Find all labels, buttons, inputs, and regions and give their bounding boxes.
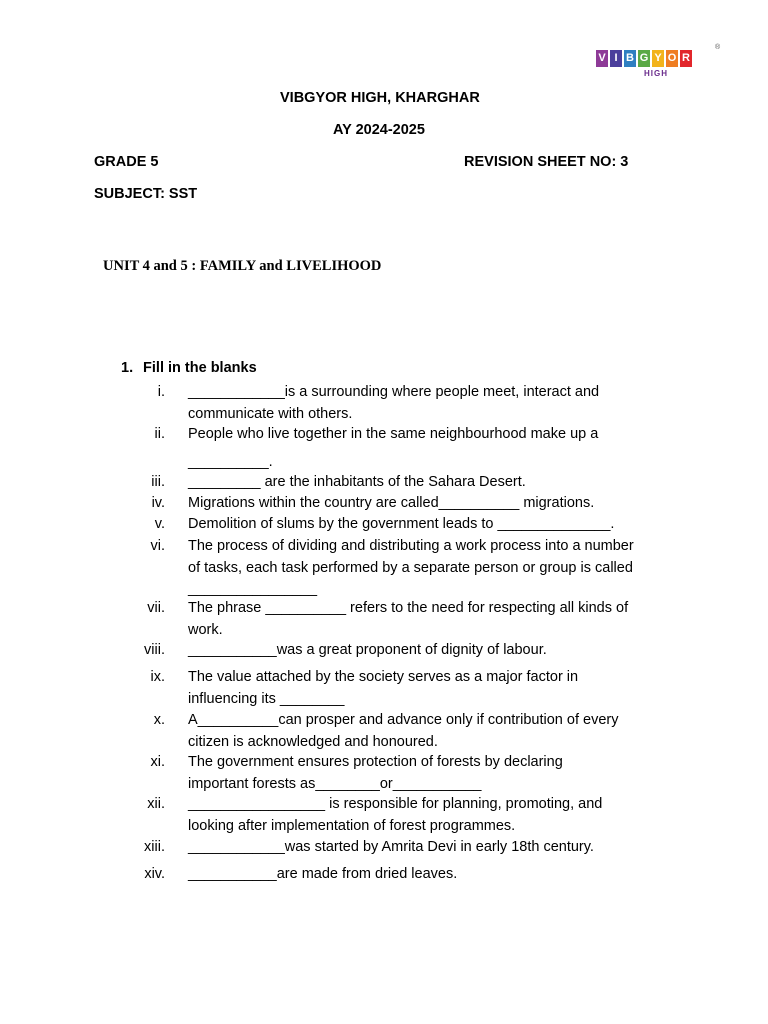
question-text (188, 536, 670, 601)
question-number: iv. (151, 495, 165, 511)
logo-subtitle: HIGH (644, 69, 668, 78)
logo-letter-tile: B (624, 50, 636, 67)
question-text (188, 752, 670, 795)
logo-letter-tile: V (596, 50, 608, 67)
question-line: People who live together in the same neighbourhood make up a (188, 426, 599, 442)
question-text (188, 598, 670, 641)
question-line: communicate with others. (188, 405, 353, 422)
question-text (188, 640, 670, 662)
question-line: The phrase __________ refers to the need for respecting all kinds of (188, 600, 629, 616)
logo-letter-tile: Y (652, 50, 664, 67)
question-line: A__________can prosper and advance only if contribution of every (188, 712, 619, 728)
question-number: xiv. (144, 866, 165, 882)
question-text (188, 710, 670, 753)
question-line: important forests as________or___________ (188, 775, 482, 792)
question-text (188, 864, 670, 886)
question-text (188, 514, 670, 536)
question-number: iii. (151, 474, 165, 490)
question-line: looking after implementation of forest programmes. (188, 817, 516, 834)
logo-letter-tile: O (666, 50, 678, 67)
section-heading (121, 360, 257, 376)
question-line: _________________ is responsible for planning, promoting, and (188, 796, 603, 812)
question-number: xiii. (144, 839, 165, 855)
question-line: work. (188, 621, 223, 638)
question-line: influencing its ________ (188, 690, 345, 707)
question-number: v. (154, 516, 165, 532)
question-line: The value attached by the society serves as a major factor in (188, 669, 579, 685)
registered-mark: ® (715, 44, 721, 51)
logo-letter-tile: R (680, 50, 692, 67)
logo-letter-tile: I (610, 50, 622, 67)
question-line: __________. (188, 453, 273, 470)
question-line: ________________ (188, 581, 318, 597)
question-text (188, 794, 670, 837)
question-line: citizen is acknowledged and honoured. (188, 733, 438, 750)
vibgyor-logo (596, 44, 721, 82)
question-line: The process of dividing and distributing a work process into a number (188, 538, 634, 554)
question-line: ____________was started by Amrita Devi in early 18th century. (188, 839, 594, 855)
question-text (188, 493, 670, 515)
grade-label: GRADE 5 (94, 154, 159, 170)
question-text (188, 424, 670, 473)
question-number: viii. (144, 642, 165, 658)
question-line: Migrations within the country are called__________ migrations. (188, 495, 595, 511)
question-text (188, 837, 670, 859)
question-line: The government ensures protection of forests by declaring (188, 754, 563, 770)
question-text (188, 667, 670, 710)
question-number: vi. (150, 538, 165, 554)
unit-title: UNIT 4 and 5 : FAMILY and LIVELIHOOD (103, 258, 382, 274)
question-number: xi. (150, 754, 165, 770)
question-line: _________ are the inhabitants of the Sahara Desert. (188, 474, 526, 490)
question-line: ____________is a surrounding where people meet, interact and (188, 384, 600, 400)
question-text (188, 472, 670, 494)
question-line: of tasks, each task performed by a separate person or group is called (188, 559, 633, 576)
academic-year: AY 2024-2025 (333, 122, 425, 138)
section-title: Fill in the blanks (143, 360, 257, 376)
question-number: x. (153, 712, 165, 728)
school-name: VIBGYOR HIGH, KHARGHAR (280, 90, 480, 106)
logo-letter-tile: G (638, 50, 650, 67)
question-text (188, 382, 670, 425)
question-number: i. (157, 384, 165, 400)
subject-label: SUBJECT: SST (94, 186, 198, 202)
revision-sheet-label: REVISION SHEET NO: 3 (464, 154, 629, 170)
section-number: 1. (121, 360, 134, 376)
question-number: xii. (147, 796, 165, 812)
question-line: ___________was a great proponent of dignity of labour. (188, 642, 547, 658)
question-line: Demolition of slums by the government leads to ______________. (188, 516, 615, 532)
question-number: vii. (147, 600, 165, 616)
question-line: ___________are made from dried leaves. (188, 866, 458, 882)
question-number: ix. (150, 669, 165, 685)
question-number: ii. (154, 426, 165, 442)
